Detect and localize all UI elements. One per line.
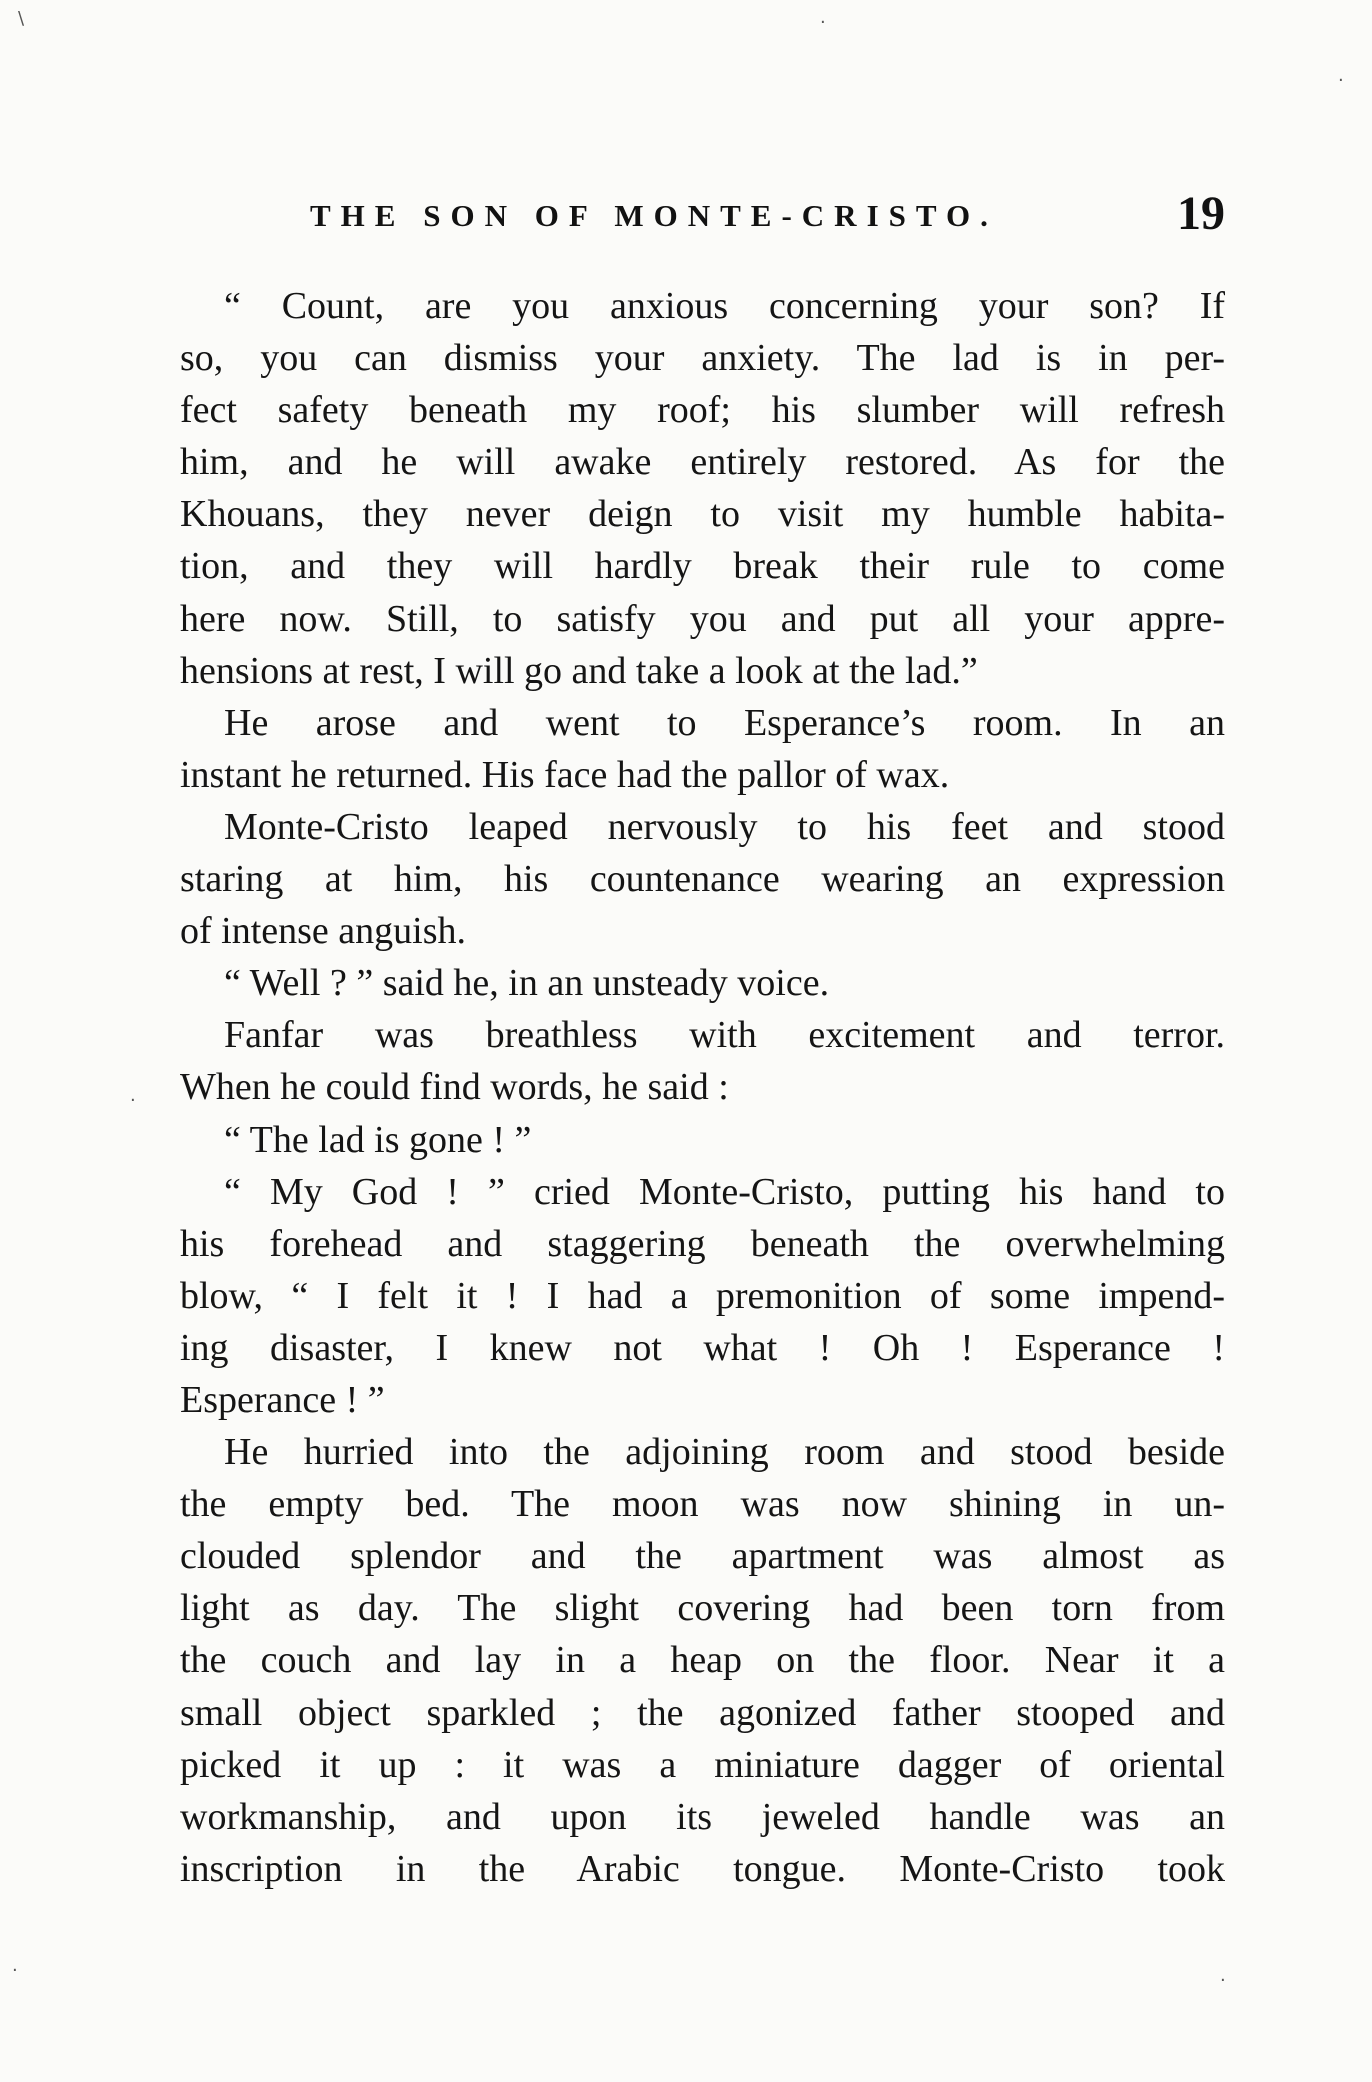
text-line: hensions at rest, I will go and take a look at the lad.” — [180, 649, 978, 692]
text-line: Khouans, they never deign to visit my humble habita- — [180, 493, 1225, 536]
text-line: ing disaster, I knew not what ! Oh ! Esperance ! — [180, 1326, 1225, 1369]
text-line: Fanfar was breathless with excitement and terror. — [224, 1014, 1225, 1057]
text-line: here now. Still, to satisfy you and put all your appre- — [180, 597, 1225, 640]
text-line: small object sparkled ; the agonized father stooped and — [180, 1691, 1225, 1734]
scan-speck: · — [1338, 70, 1344, 91]
text-line: so, you can dismiss your anxiety. The lad is in per- — [180, 337, 1225, 380]
text-line: When he could find words, he said : — [180, 1066, 729, 1109]
page-header — [180, 187, 1225, 250]
text-line: the empty bed. The moon was now shining in un- — [180, 1483, 1225, 1526]
text-line: light as day. The slight covering had been torn from — [180, 1587, 1225, 1630]
text-line: clouded splendor and the apartment was almost as — [180, 1535, 1225, 1578]
text-line: the couch and lay in a heap on the floor. Near it a — [180, 1639, 1225, 1682]
text-line: tion, and they will hardly break their rule to come — [180, 545, 1225, 588]
text-line: fect safety beneath my roof; his slumber will refresh — [180, 389, 1225, 432]
text-line: “ The lad is gone ! ” — [224, 1118, 532, 1161]
text-line: Esperance ! ” — [180, 1378, 385, 1421]
text-line: instant he returned. His face had the pallor of wax. — [180, 753, 950, 796]
page-number: 19 — [1177, 187, 1225, 240]
running-title: THE SON OF MONTE-CRISTO. — [310, 198, 998, 233]
text-line: “ Well ? ” said he, in an unsteady voice. — [224, 962, 830, 1005]
text-line: workmanship, and upon its jeweled handle was an — [180, 1795, 1225, 1838]
text-line: “ My God ! ” cried Monte-Cristo, putting his hand to — [224, 1170, 1225, 1213]
text-line: He arose and went to Esperance’s room. In an — [224, 701, 1225, 744]
text-line: staring at him, his countenance wearing an expression — [180, 858, 1225, 901]
scan-speck: · — [12, 1960, 18, 1981]
text-line: of intense anguish. — [180, 910, 467, 953]
text-line: He hurried into the adjoining room and stood beside — [224, 1431, 1225, 1474]
text-line: blow, “ I felt it ! I had a premonition of some impend- — [180, 1274, 1225, 1317]
scan-speck: · — [1220, 1970, 1226, 1991]
scan-speck: \ — [18, 8, 25, 29]
text-line: “ Count, are you anxious concerning your son? If — [224, 285, 1225, 327]
scan-speck: · — [130, 1090, 136, 1111]
text-line: his forehead and staggering beneath the overwhelming — [180, 1222, 1225, 1265]
text-line: him, and he will awake entirely restored. As for the — [180, 441, 1225, 484]
text-line: Monte-Cristo leaped nervously to his feet and stood — [224, 805, 1225, 848]
scan-speck: · — [820, 12, 826, 33]
text-line: picked it up : it was a miniature dagger of oriental — [180, 1743, 1225, 1786]
text-line: inscription in the Arabic tongue. Monte-Cristo took — [180, 1847, 1225, 1890]
body-text — [180, 280, 1225, 1900]
